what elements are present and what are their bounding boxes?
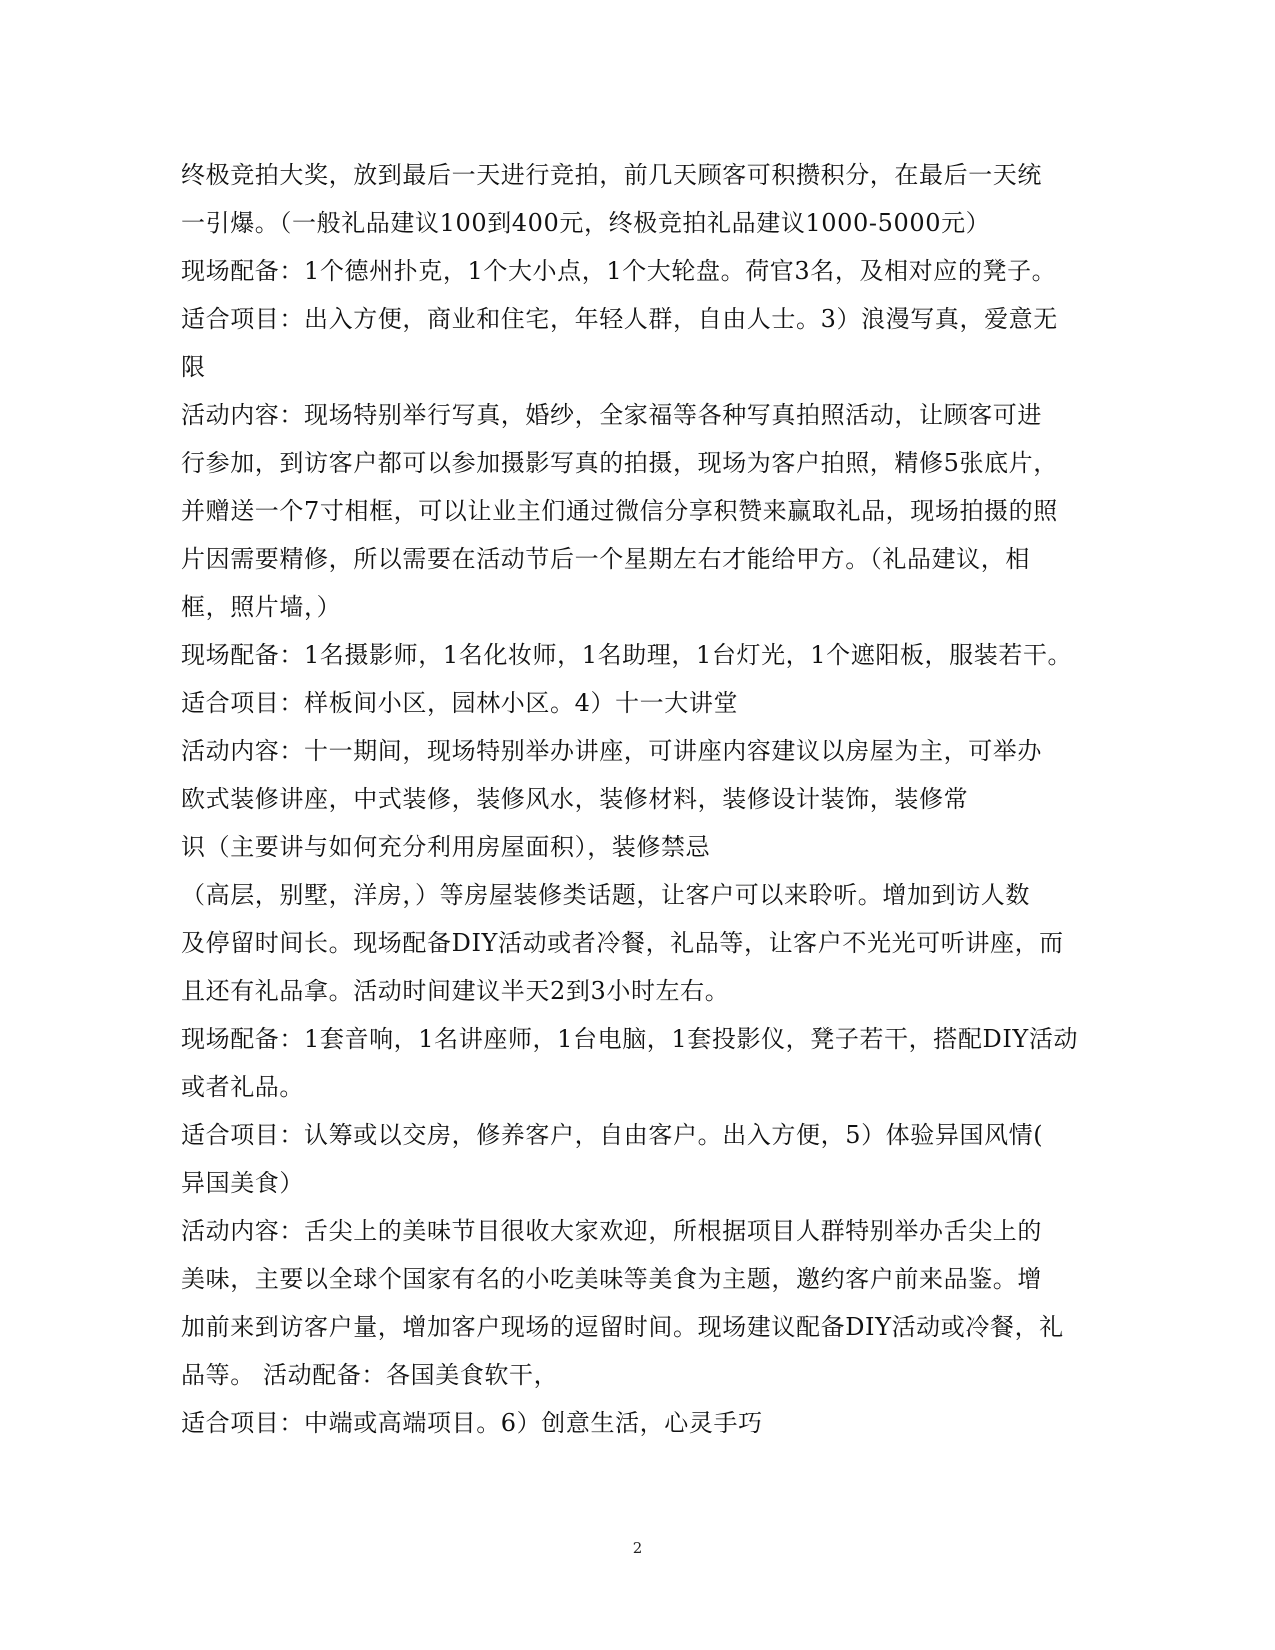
text-line: 片因需要精修，所以需要在活动节后一个星期左右才能给甲方。（礼品建议，相 <box>181 545 1030 573</box>
text-line: 活动内容：现场特别举行写真，婚纱，全家福等各种写真拍照活动，让顾客可进 <box>181 401 1042 429</box>
text-line: 异国美食） <box>181 1169 304 1197</box>
text-line: 活动内容：舌尖上的美味节目很收大家欢迎，所根据项目人群特别举办舌尖上的 <box>181 1217 1042 1245</box>
text-line: 适合项目：出入方便，商业和住宅，年轻人群，自由人士。3）浪漫写真，爱意无 <box>181 305 1058 333</box>
text-line: 或者礼品。 <box>181 1073 304 1101</box>
text-line: 适合项目：认筹或以交房，修养客户，自由客户。出入方便，5）体验异国风情( <box>181 1121 1044 1149</box>
text-line: 活动内容：十一期间，现场特别举办讲座，可讲座内容建议以房屋为主，可举办 <box>181 737 1042 765</box>
text-line: 且还有礼品拿。活动时间建议半天2到3小时左右。 <box>181 977 730 1005</box>
text-line: （高层，别墅，洋房，）等房屋装修类话题，让客户可以来聆听。增加到访人数 <box>181 881 1030 909</box>
text-line: 终极竞拍大奖，放到最后一天进行竞拍，前几天顾客可积攒积分，在最后一天统 <box>181 161 1042 189</box>
text-line: 适合项目：样板间小区，园林小区。4）十一大讲堂 <box>181 689 739 717</box>
text-line: 加前来到访客户量，增加客户现场的逗留时间。现场建议配备DIY活动或冷餐，礼 <box>181 1313 1064 1341</box>
body-text <box>181 151 1079 1447</box>
text-line: 适合项目：中端或高端项目。6）创意生活，心灵手巧 <box>181 1409 763 1437</box>
text-line: 行参加，到访客户都可以参加摄影写真的拍摄，现场为客户拍照，精修5张底片， <box>181 449 1058 477</box>
text-line: 及停留时间长。现场配备DIY活动或者冷餐，礼品等，让客户不光光可听讲座，而 <box>181 929 1064 957</box>
text-line: 欧式装修讲座，中式装修，装修风水，装修材料，装修设计装饰，装修常 <box>181 785 969 813</box>
text-line: 现场配备：1套音响，1名讲座师，1台电脑，1套投影仪，凳子若干，搭配DIY活动 <box>181 1025 1079 1053</box>
page-number: 2 <box>632 1539 643 1557</box>
text-line: 框，照片墙，） <box>181 593 342 621</box>
text-line: 美味，主要以全球个国家有名的小吃美味等美食为主题，邀约客户前来品鉴。增 <box>181 1265 1042 1293</box>
text-line: 现场配备：1名摄影师，1名化妆师，1名助理，1台灯光，1个遮阳板，服装若干。 <box>181 641 1073 669</box>
text-line: 一引爆。（一般礼品建议100到400元，终极竞拍礼品建议1000-5000元） <box>181 209 991 237</box>
text-line: 限 <box>181 353 206 381</box>
text-line: 品等。 活动配备：各国美食软干， <box>181 1361 559 1389</box>
text-line: 并赠送一个7寸相框，可以让业主们通过微信分享积赞来赢取礼品，现场拍摄的照 <box>181 497 1058 525</box>
text-line: 现场配备：1个德州扑克，1个大小点，1个大轮盘。荷官3名，及相对应的凳子。 <box>181 257 1057 285</box>
text-line: 识（主要讲与如何充分利用房屋面积），装修禁忌 <box>181 833 711 861</box>
